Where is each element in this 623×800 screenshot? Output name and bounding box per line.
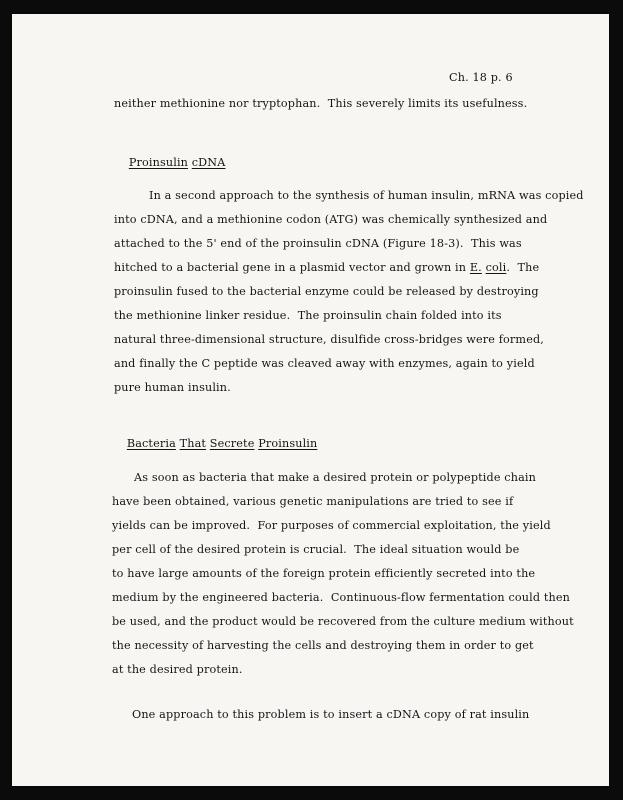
paragraph-line: As soon as bacteria that make a desired protein or polypeptide chain bbox=[134, 471, 536, 484]
paragraph-line: and finally the C peptide was cleaved away with enzymes, again to yield bbox=[114, 357, 535, 370]
heading-word: Bacteria bbox=[126, 437, 176, 450]
heading-word: Secrete bbox=[209, 437, 255, 450]
paragraph-line: One approach to this problem is to insert a cDNA copy of rat insulin bbox=[132, 708, 530, 721]
ecoli-species: coli bbox=[485, 261, 507, 274]
heading-word: That bbox=[179, 437, 207, 450]
paragraph-line: medium by the engineered bacteria. Continuous-flow fermentation could then bbox=[112, 591, 571, 604]
paragraph-line: be used, and the product would be recovered from the culture medium without bbox=[112, 615, 574, 628]
paragraph-line: the methionine linker residue. The proinsulin chain folded into its bbox=[114, 309, 502, 322]
page-header: Ch. 18 p. 6 bbox=[449, 71, 513, 84]
paragraph-line-text: . The bbox=[506, 261, 540, 274]
paragraph-line: to have large amounts of the foreign protein efficiently secreted into the bbox=[112, 567, 536, 580]
paragraph-line: the necessity of harvesting the cells and destroying them in order to get bbox=[112, 639, 534, 652]
heading-word: Proinsulin bbox=[258, 437, 318, 450]
paragraph-line-text: hitched to a bacterial gene in a plasmid vector and grown in bbox=[114, 261, 470, 274]
paragraph-line: proinsulin fused to the bacterial enzyme could be released by destroying bbox=[114, 285, 539, 298]
intro-line: neither methionine nor tryptophan. This severely limits its usefulness. bbox=[114, 97, 528, 110]
ecoli-genus: E. bbox=[469, 261, 482, 274]
paragraph-line: natural three-dimensional structure, disulfide cross-bridges were formed, bbox=[114, 333, 544, 346]
paragraph-line: yields can be improved. For purposes of commercial exploitation, the yield bbox=[112, 519, 551, 532]
section-heading-bacteria-secrete bbox=[112, 423, 317, 465]
paragraph-line: In a second approach to the synthesis of human insulin, mRNA was copied bbox=[149, 189, 584, 202]
document-page bbox=[12, 14, 609, 786]
paragraph-line bbox=[114, 261, 539, 275]
heading-word: Proinsulin bbox=[128, 156, 189, 169]
section-heading-proinsulin-cdna bbox=[114, 142, 225, 184]
paragraph-line: per cell of the desired protein is crucial. The ideal situation would be bbox=[112, 543, 520, 556]
paragraph-line: at the desired protein. bbox=[112, 663, 243, 676]
paragraph-line: attached to the 5' end of the proinsulin cDNA (Figure 18-3). This was bbox=[114, 237, 522, 250]
heading-word: cDNA bbox=[191, 156, 226, 169]
paragraph-line: into cDNA, and a methionine codon (ATG) was chemically synthesized and bbox=[114, 213, 548, 226]
paragraph-line: have been obtained, various genetic manipulations are tried to see if bbox=[112, 495, 514, 508]
paragraph-line: pure human insulin. bbox=[114, 381, 231, 394]
